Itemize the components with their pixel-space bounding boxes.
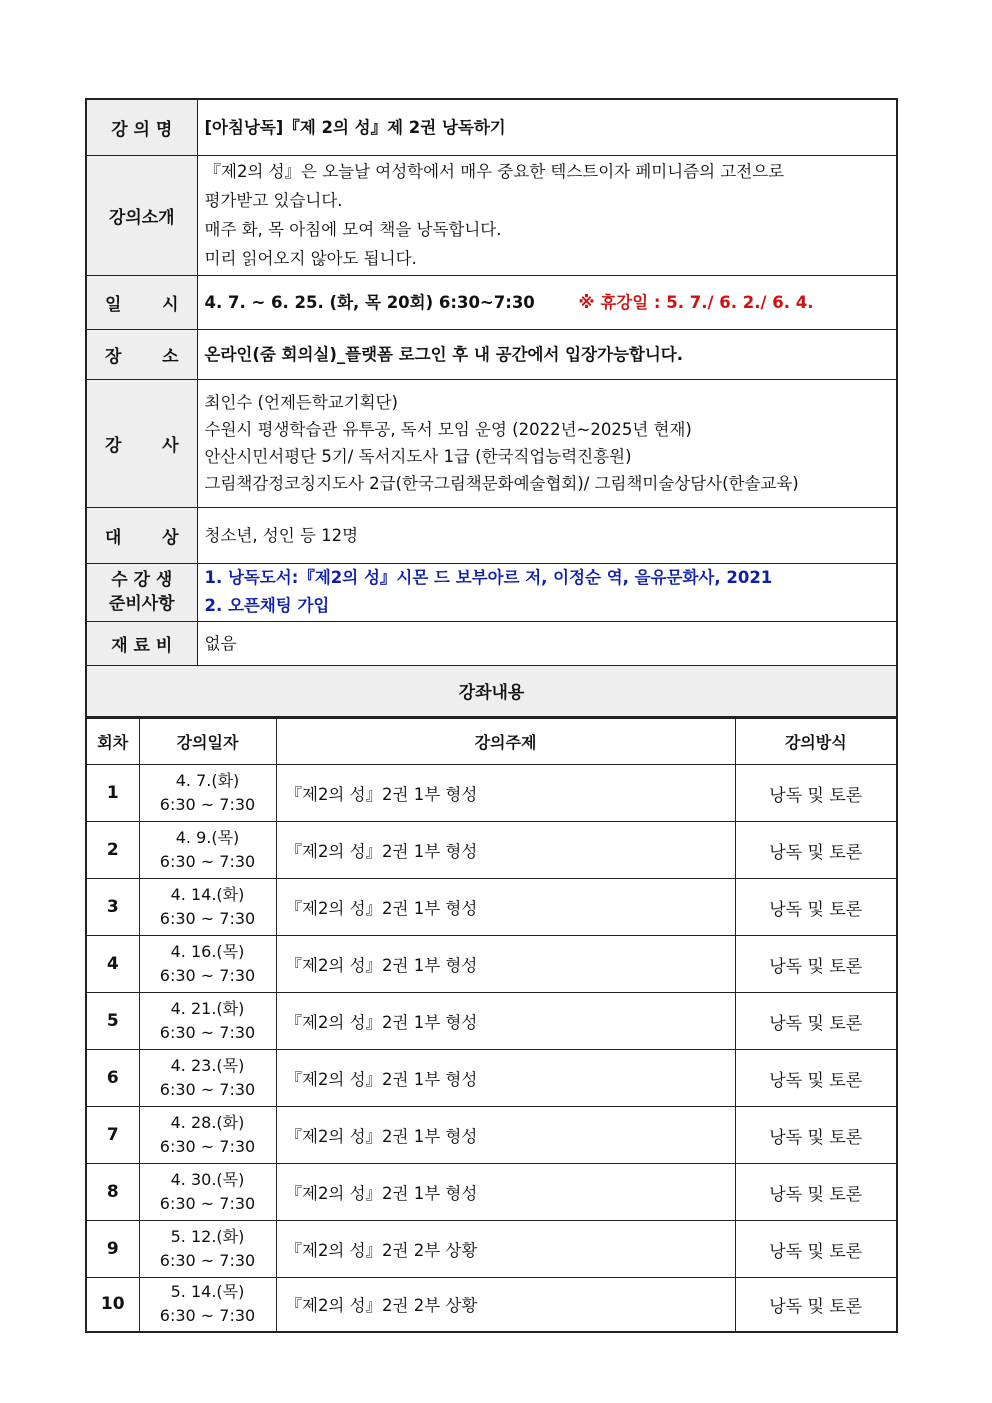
session-method: 낭독 및 토론 xyxy=(735,1221,897,1278)
session-number: 4 xyxy=(86,936,139,993)
table-row xyxy=(86,1164,897,1221)
session-topic: 『제2의 성』2권 2부 상황 xyxy=(276,1278,735,1332)
table-row xyxy=(86,1221,897,1278)
session-number: 5 xyxy=(86,993,139,1050)
session-topic: 『제2의 성』2권 1부 형성 xyxy=(276,822,735,879)
session-date: 4. 7.(화) xyxy=(175,771,240,790)
session-topic: 『제2의 성』2권 2부 상황 xyxy=(276,1221,735,1278)
session-date: 4. 30.(목) xyxy=(170,1170,245,1189)
session-date: 4. 14.(화) xyxy=(170,885,245,904)
intro-line: 평가받고 있습니다. xyxy=(204,191,343,210)
instructor-line: 수원시 평생학습관 유투공, 독서 모임 운영 (2022년~2025년 현재) xyxy=(204,420,692,439)
session-method: 낭독 및 토론 xyxy=(735,879,897,936)
session-time: 6:30 ~ 7:30 xyxy=(159,1251,256,1270)
session-method: 낭독 및 토론 xyxy=(735,993,897,1050)
row-title xyxy=(86,99,897,155)
place-label: 장 소 xyxy=(86,329,197,379)
session-date: 4. 9.(목) xyxy=(175,828,240,847)
table-row xyxy=(86,993,897,1050)
session-time: 6:30 ~ 7:30 xyxy=(159,909,256,928)
target-label: 대 상 xyxy=(86,507,197,563)
session-date: 4. 28.(화) xyxy=(170,1113,245,1132)
session-datetime xyxy=(139,993,276,1050)
instructor-line: 최인수 (언제든학교기획단) xyxy=(204,393,398,412)
session-number: 9 xyxy=(86,1221,139,1278)
row-instructor xyxy=(86,379,897,507)
schedule-table xyxy=(85,718,898,1333)
target-value: 청소년, 성인 등 12명 xyxy=(197,507,897,563)
session-datetime xyxy=(139,1164,276,1221)
row-preparation xyxy=(86,563,897,621)
session-time: 6:30 ~ 7:30 xyxy=(159,1194,256,1213)
session-method: 낭독 및 토론 xyxy=(735,936,897,993)
session-number: 10 xyxy=(86,1278,139,1332)
intro-line: 미리 읽어오지 않아도 됩니다. xyxy=(204,249,417,268)
session-date: 4. 21.(화) xyxy=(170,999,245,1018)
table-row xyxy=(86,936,897,993)
session-date: 4. 23.(목) xyxy=(170,1056,245,1075)
session-method: 낭독 및 토론 xyxy=(735,822,897,879)
fee-label: 재 료 비 xyxy=(86,621,197,665)
session-topic: 『제2의 성』2권 1부 형성 xyxy=(276,879,735,936)
session-method: 낭독 및 토론 xyxy=(735,1164,897,1221)
session-number: 1 xyxy=(86,765,139,822)
session-datetime xyxy=(139,765,276,822)
instructor-line: 그림책감정코칭지도사 2급(한국그림책문화예술협회)/ 그림책미술상담사(한솔교육) xyxy=(204,474,799,493)
place-value: 온라인(줌 회의실)_플랫폼 로그인 후 내 공간에서 입장가능합니다. xyxy=(197,329,897,379)
row-fee xyxy=(86,621,897,665)
session-datetime xyxy=(139,1221,276,1278)
header-date: 강의일자 xyxy=(139,719,276,765)
session-topic: 『제2의 성』2권 1부 형성 xyxy=(276,1050,735,1107)
row-place xyxy=(86,329,897,379)
session-datetime xyxy=(139,822,276,879)
session-date: 5. 14.(목) xyxy=(170,1282,245,1302)
preparation-label-line: 준비사항 xyxy=(108,594,175,614)
session-time: 6:30 ~ 7:30 xyxy=(159,1080,256,1099)
preparation-value xyxy=(197,563,897,621)
table-row xyxy=(86,1278,897,1332)
title-value: [아침낭독]『제 2의 성』제 2권 낭독하기 xyxy=(197,99,897,155)
session-time: 6:30 ~ 7:30 xyxy=(159,852,256,871)
session-datetime xyxy=(139,879,276,936)
header-topic: 강의주제 xyxy=(276,719,735,765)
table-row xyxy=(86,765,897,822)
intro-label: 강의소개 xyxy=(86,155,197,275)
title-label: 강 의 명 xyxy=(86,99,197,155)
preparation-line: 1. 낭독도서:『제2의 성』시몬 드 보부아르 저, 이정순 역, 을유문화사, 2021 xyxy=(204,568,773,587)
row-target xyxy=(86,507,897,563)
session-topic: 『제2의 성』2권 1부 형성 xyxy=(276,936,735,993)
session-time: 6:30 ~ 7:30 xyxy=(159,1137,256,1156)
schedule-header-row xyxy=(86,719,897,765)
course-info-table xyxy=(85,98,898,718)
instructor-label: 강 사 xyxy=(86,379,197,507)
session-date: 5. 12.(화) xyxy=(170,1227,245,1246)
row-section-title xyxy=(86,665,897,717)
session-number: 6 xyxy=(86,1050,139,1107)
session-topic: 『제2의 성』2권 1부 형성 xyxy=(276,1107,735,1164)
header-no: 회차 xyxy=(86,719,139,765)
session-datetime xyxy=(139,936,276,993)
session-method: 낭독 및 토론 xyxy=(735,1107,897,1164)
session-number: 2 xyxy=(86,822,139,879)
row-intro xyxy=(86,155,897,275)
session-date: 4. 16.(목) xyxy=(170,942,245,961)
session-method: 낭독 및 토론 xyxy=(735,1278,897,1332)
intro-line: 매주 화, 목 아침에 모여 책을 낭독합니다. xyxy=(204,220,502,239)
holiday-note: ※ 휴강일 : 5. 7./ 6. 2./ 6. 4. xyxy=(578,292,814,312)
session-topic: 『제2의 성』2권 1부 형성 xyxy=(276,993,735,1050)
section-title: 강좌내용 xyxy=(86,665,897,717)
course-document xyxy=(85,98,896,1333)
session-number: 8 xyxy=(86,1164,139,1221)
session-time: 6:30 ~ 7:30 xyxy=(159,1306,256,1326)
session-number: 3 xyxy=(86,879,139,936)
session-topic: 『제2의 성』2권 1부 형성 xyxy=(276,1164,735,1221)
date-range: 4. 7. ~ 6. 25. (화, 목 20회) 6:30~7:30 xyxy=(204,292,535,312)
preparation-label-line: 수 강 생 xyxy=(111,570,173,590)
header-method: 강의방식 xyxy=(735,719,897,765)
preparation-label xyxy=(86,563,197,621)
intro-line: 『제2의 성』은 오늘날 여성학에서 매우 중요한 텍스트이자 페미니즘의 고전으로 xyxy=(204,162,785,181)
date-value xyxy=(197,275,897,329)
session-time: 6:30 ~ 7:30 xyxy=(159,795,256,814)
table-row xyxy=(86,822,897,879)
instructor-line: 안산시민서평단 5기/ 독서지도사 1급 (한국직업능력진흥원) xyxy=(204,447,632,466)
session-datetime xyxy=(139,1278,276,1332)
session-topic: 『제2의 성』2권 1부 형성 xyxy=(276,765,735,822)
session-number: 7 xyxy=(86,1107,139,1164)
session-method: 낭독 및 토론 xyxy=(735,1050,897,1107)
table-row xyxy=(86,879,897,936)
session-method: 낭독 및 토론 xyxy=(735,765,897,822)
session-time: 6:30 ~ 7:30 xyxy=(159,1023,256,1042)
date-label: 일 시 xyxy=(86,275,197,329)
table-row xyxy=(86,1050,897,1107)
table-row xyxy=(86,1107,897,1164)
instructor-value xyxy=(197,379,897,507)
session-datetime xyxy=(139,1050,276,1107)
session-time: 6:30 ~ 7:30 xyxy=(159,966,256,985)
session-datetime xyxy=(139,1107,276,1164)
fee-value: 없음 xyxy=(197,621,897,665)
row-date xyxy=(86,275,897,329)
intro-value xyxy=(197,155,897,275)
preparation-line: 2. 오픈채팅 가입 xyxy=(204,596,330,615)
